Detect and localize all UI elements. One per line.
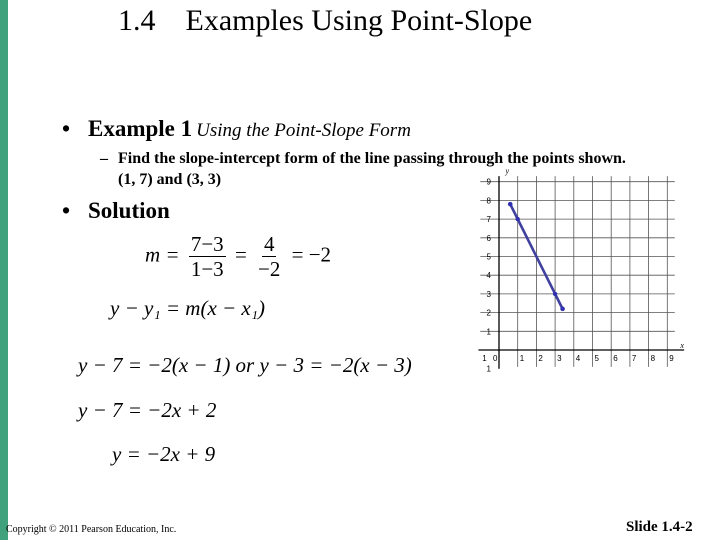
x-tick-label: 3 bbox=[557, 354, 562, 364]
line-end-arrow-bottom bbox=[560, 307, 565, 312]
y-tick-label: 6 bbox=[486, 233, 491, 243]
x-tick-label: 5 bbox=[594, 354, 599, 364]
point-slope-formula: y − y₁ = m(x − x₁) bbox=[110, 296, 266, 320]
slide-title: 1.4 Examples Using Point-Slope bbox=[118, 4, 533, 37]
graph-axes bbox=[478, 168, 684, 369]
distributed-equation: y − 7 = −2x + 2 bbox=[78, 398, 217, 422]
final-equation: y = −2x + 9 bbox=[112, 442, 216, 466]
task-dash: – bbox=[100, 150, 108, 167]
x-tick-label: 4 bbox=[575, 354, 581, 364]
y-tick-label: 1 bbox=[486, 364, 491, 374]
task-text: Find the slope-intercept form of the line passing through the points shown. bbox=[118, 150, 626, 167]
fraction-2-numerator: 4 bbox=[263, 232, 275, 256]
bullet-mark: • bbox=[62, 198, 71, 223]
y-tick-label: 1 bbox=[486, 327, 491, 337]
slope-equation bbox=[145, 232, 331, 281]
slope-result: = −2 bbox=[291, 242, 332, 267]
example-label: Example 1 bbox=[88, 116, 193, 141]
y-axis-label: y bbox=[505, 168, 510, 176]
slope-equals-1: = bbox=[234, 242, 247, 267]
y-tick-label: 3 bbox=[486, 289, 491, 299]
x-tick-label: 0 bbox=[493, 354, 498, 364]
bullet-mark: • bbox=[62, 116, 71, 141]
y-tick-label: 4 bbox=[486, 271, 491, 281]
y-tick-label: 9 bbox=[486, 177, 491, 187]
task-line-2: (1, 7) and (3, 3) bbox=[118, 171, 222, 188]
slide-number: Slide 1.4-2 bbox=[626, 519, 693, 535]
x-tick-label: 2 bbox=[538, 354, 543, 364]
plotted-point bbox=[553, 292, 557, 296]
fraction-1 bbox=[189, 232, 226, 281]
example-bullet bbox=[62, 116, 411, 142]
example-subtitle: Using the Point-Slope Form bbox=[196, 120, 411, 141]
x-tick-label: 9 bbox=[669, 354, 674, 364]
slope-lhs: m = bbox=[145, 242, 180, 267]
substituted-equation: y − 7 = −2(x − 1) or y − 3 = −2(x − 3) bbox=[78, 353, 412, 377]
task-line-1 bbox=[100, 149, 626, 169]
y-tick-label: 2 bbox=[486, 308, 491, 318]
x-tick-label: 1 bbox=[519, 354, 525, 364]
fraction-1-denominator: 1−3 bbox=[190, 257, 224, 281]
y-tick-label: 8 bbox=[486, 196, 491, 206]
solution-label: Solution bbox=[88, 198, 170, 223]
solution-bullet bbox=[62, 198, 170, 224]
plotted-point bbox=[516, 217, 520, 221]
fraction-2-denominator: −2 bbox=[258, 257, 281, 281]
x-tick-label: 7 bbox=[631, 354, 637, 364]
x-axis-label: x bbox=[680, 341, 684, 351]
x-tick-label: 1 bbox=[482, 354, 487, 364]
x-tick-label: 8 bbox=[650, 354, 656, 364]
copyright-footer: Copyright © 2011 Pearson Education, Inc. bbox=[6, 524, 177, 535]
x-tick-label: 6 bbox=[613, 354, 618, 364]
fraction-1-numerator: 7−3 bbox=[190, 232, 224, 256]
y-tick-label: 7 bbox=[486, 215, 491, 225]
fraction-2 bbox=[256, 232, 282, 281]
coordinate-graph bbox=[462, 168, 688, 380]
y-tick-label: 5 bbox=[486, 252, 491, 262]
slide-sidebar-stripe bbox=[0, 0, 8, 540]
line-end-arrow-top bbox=[508, 202, 513, 207]
